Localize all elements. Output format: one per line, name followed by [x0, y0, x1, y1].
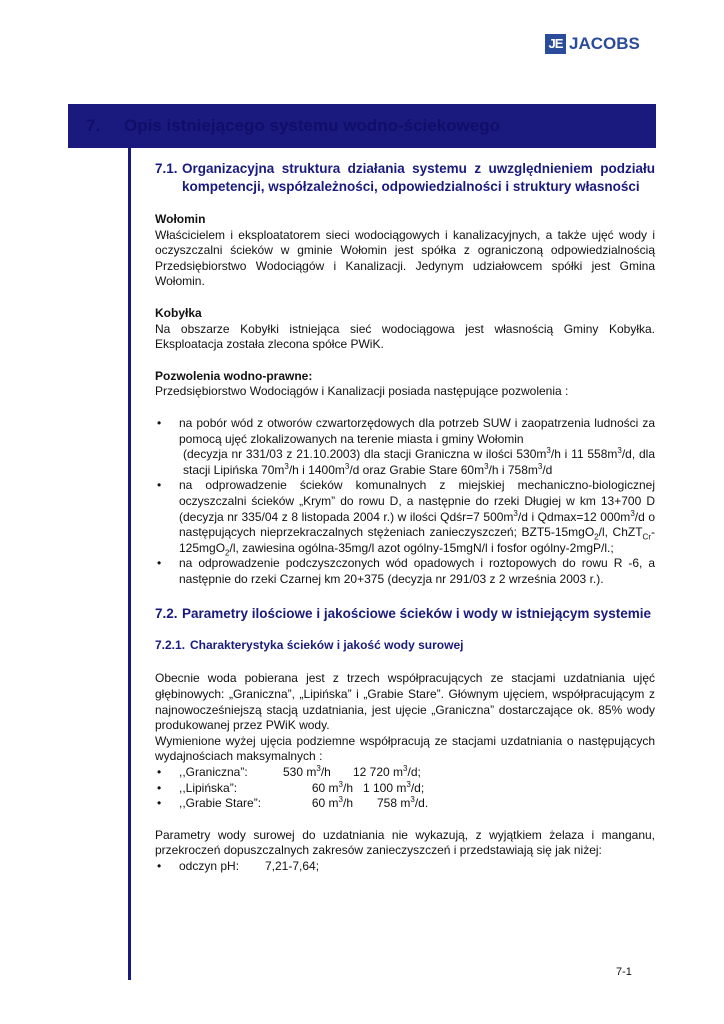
wolomin-heading: Wołomin: [155, 212, 206, 226]
list-item: • na odprowadzenie podczyszczonych wód opadowych i roztopowych do rowu R -6, a następnie do rzeki Czarnej km 20+375 (decyzja nr 291/03 z 2 września 2003 r.).: [155, 556, 655, 587]
subsection-title: Charakterystyka ścieków i jakość wody surowej: [190, 638, 464, 653]
section-7-2-1-heading: [155, 637, 655, 653]
raw-water-params-list: [155, 859, 655, 875]
section-number: 7.1.: [155, 161, 178, 176]
water-paragraph-3: Parametry wody surowej do uzdatniania nie wykazują, z wyjątkiem żelaza i manganu, przekroczeń dopuszczalnych zakresów zanieczyszczeń i przedstawiają się jak niżej:: [155, 827, 655, 858]
permits-list: [155, 416, 655, 588]
logo-mark: JE: [545, 34, 566, 54]
page-number: 7-1: [616, 966, 632, 978]
chapter-title: [86, 116, 500, 136]
section-7-2-heading: [155, 605, 655, 623]
list-item: • na odprowadzenie ścieków komunalnych z miejskiej mechaniczno-biologicznej oczyszczalni ścieków „Krym” do rowu D, a następnie do rzeki Długiej w km 13+700 D (decyzja nr 335/04 z 8 listopada 2004 r.) w ilości Qdśr=7 $500m^3/d$ i Qdmax=12 $000m^3/d$ o następujących nieprzekraczalnych stężeniach zanieczyszczeń; BZT5-15mgO$_2$/l, ChZT$_{Cr}$-125mgO$_2$/l, zawiesina ogólna-35mg/l azot ogólny-15mgN/l i fosfor ogólny-2mgP/l.;: [155, 478, 655, 556]
section-number: 7.2.: [155, 606, 178, 622]
wolomin-text: Właścicielem i eksploatatorem sieci wodociągowych i kanalizacyjnych, a także ujęć wody i oczyszczalni ścieków w gminie Wołomin jest spółka z ograniczoną odpowiedzialnością Przedsiębiorstwo Wodociągów i Kanalizacji. Jedynym udziałowcem spółki jest Gmina Wołomin.: [155, 227, 655, 289]
logo-text: JACOBS: [569, 34, 640, 53]
chapter-title-text: Opis istniejącego systemu wodno-ściekowego: [124, 116, 500, 135]
list-item: • ,,Graniczna”: 530 $m^3/h$ 12 720 $m^3/d$;: [155, 765, 655, 781]
water-paragraph-1: Obecnie woda pobierana jest z trzech współpracujących ze stacjami uzdatniania ujęć głębinowych: „Graniczna”, „Lipińska” i „Grabie Stare”. Głównym ujęciem, współpracującym z najnowocześniejszą stacją uzdatniania, jest ujęcie „Graniczna” dostarczające ok. 85% wody produkowanej przez PWiK wody.: [155, 671, 655, 733]
margin-rule: [128, 104, 131, 980]
subsection-number: 7.2.1.: [155, 638, 186, 653]
permits-heading: Pozwolenia wodno-prawne:: [155, 368, 313, 383]
section-title: Parametry ilościowe i jakościowe ścieków i wody w istniejącym systemie: [182, 606, 651, 622]
list-item: • ,,Lipińska”: 60 $m^3/h$ 1 100 $m^3/d$;: [155, 781, 655, 797]
list-item: • na pobór wód z otworów czwartorzędowych dla potrzeb SUW i zaopatrzenia ludności za pomocą ujęć zlokalizowanych na terenie miasta i gminy Wołomin (decyzja nr 331/03 z 21.10.2003) dla stacji Graniczna w ilości $530m^3/h$ i 11 $558m^3/d$, dla stacji Lipińska $70m^3/h$ i $1400m^3/d$ oraz Grabie Stare $60m^3/h$ i $758m^3/d$: [155, 416, 655, 478]
chapter-number: 7.: [86, 116, 101, 135]
kobylka-text: Na obszarze Kobyłki istniejąca sieć wodociągowa jest własnością Gminy Kobyłka. Eksploatacja została zlecona spółce PWiK.: [155, 321, 655, 352]
kobylka-heading: Kobyłka: [155, 305, 202, 320]
section-7-1-heading: [155, 160, 655, 196]
list-item: • ,,Grabie Stare”: 60 $m^3/h$ 758 $m^3/d$.: [155, 796, 655, 812]
jacobs-logo: [545, 34, 640, 54]
section-title: Organizacyjna struktura działania systemu z uwzględnieniem podziału kompetencji, współzależności, odpowiedzialności i struktury własności: [182, 161, 655, 194]
intakes-list: [155, 765, 655, 812]
permits-intro: Przedsiębiorstwo Wodociągów i Kanalizacji posiada następujące pozwolenia :: [155, 384, 569, 399]
page-content: [155, 160, 655, 875]
water-paragraph-2: Wymienione wyżej ujęcia podziemne współpracują ze stacjami uzdatniania o następujących wydajnościach maksymalnych :: [155, 733, 655, 764]
list-item: • odczyn pH: 7,21-7,64;: [155, 859, 655, 875]
